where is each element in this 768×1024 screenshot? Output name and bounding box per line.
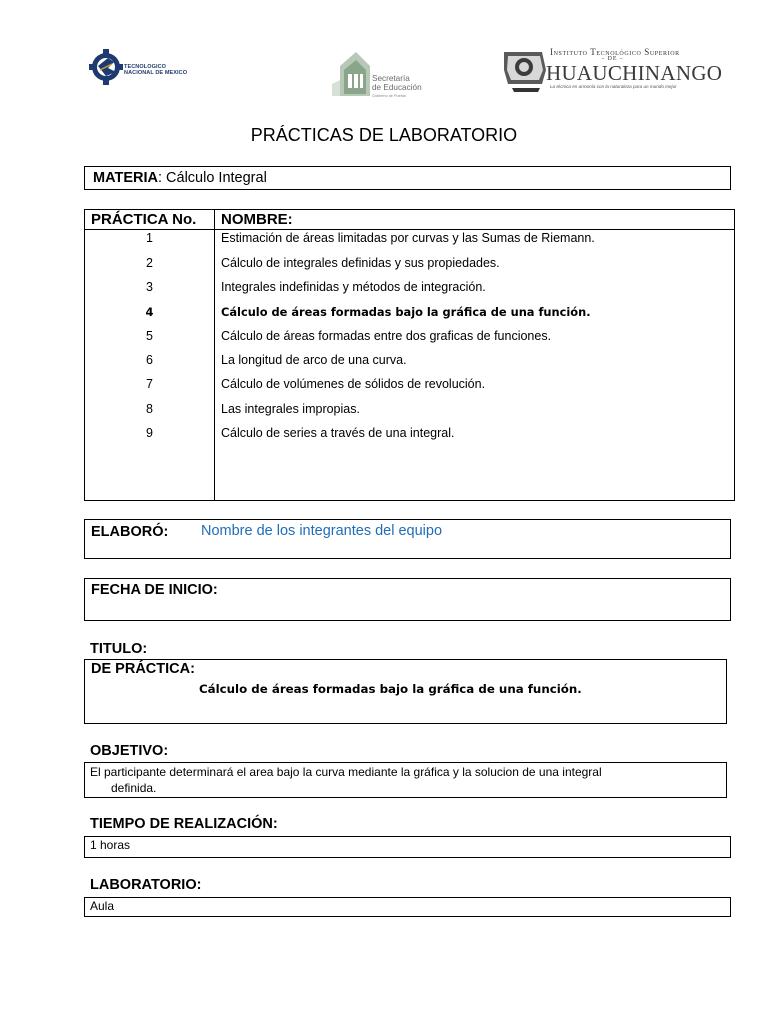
table-row-number: 7: [146, 377, 153, 391]
sep-line1: Secretaría: [372, 74, 410, 83]
materia-box: [84, 166, 731, 190]
table-row-number: 3: [146, 280, 153, 294]
table-row-name-current: Cálculo de áreas formadas bajo la gráfica de una función.: [221, 305, 591, 319]
table-header-divider: [85, 229, 734, 230]
elaboro-value: Nombre de los integrantes del equipo: [201, 523, 443, 539]
its-logo: [502, 44, 723, 94]
its-tagline: La técnica en armonía con la naturaleza para un mundo mejor: [550, 84, 677, 89]
objetivo-text-line2: definida.: [111, 780, 157, 795]
table-row-number: 6: [146, 353, 153, 367]
tecnm-gear-icon: [88, 46, 124, 92]
page-title: PRÁCTICAS DE LABORATORIO: [250, 125, 518, 145]
table-row-name: Cálculo de volúmenes de sólidos de revolución.: [221, 377, 486, 391]
sep-emblem-icon: [330, 44, 374, 98]
titulo-box: [84, 659, 727, 724]
titulo-value: Cálculo de áreas formadas bajo la gráfica de una función.: [199, 682, 582, 696]
table-row-name: Las integrales impropias.: [221, 402, 360, 416]
table-row-name: Cálculo de áreas formadas entre dos graficas de funciones.: [221, 329, 552, 343]
tiempo-value: 1 horas: [90, 838, 131, 852]
tiempo-label: TIEMPO DE REALIZACIÓN:: [90, 816, 278, 832]
its-line3: HUAUCHINANGO: [546, 61, 723, 85]
sep-line2: de Educación: [372, 83, 422, 92]
table-row-number: 9: [146, 426, 153, 440]
table-row-name: Estimación de áreas limitadas por curvas y las Sumas de Riemann.: [221, 231, 595, 245]
elaboro-label: ELABORÓ:: [91, 524, 169, 540]
table-row-number: 8: [146, 402, 153, 416]
column-header-name: NOMBRE:: [221, 211, 293, 228]
laboratorio-value: Aula: [90, 899, 115, 913]
column-header-number: PRÁCTICA No.: [91, 211, 197, 228]
fecha-label: FECHA DE INICIO:: [91, 582, 218, 598]
laboratorio-label: LABORATORIO:: [90, 877, 202, 893]
table-row-number: 5: [146, 329, 153, 343]
practices-table: [84, 209, 735, 501]
objetivo-label: OBJETIVO:: [90, 743, 169, 759]
objetivo-text-line1: El participante determinará el area bajo la curva mediante la gráfica y la solucion de una integral: [90, 765, 602, 779]
table-row-name: La longitud de arco de una curva.: [221, 353, 407, 367]
fecha-box: [84, 578, 731, 621]
elaboro-box: [84, 519, 731, 559]
sep-line3: Gobierno de Puebla: [372, 94, 406, 98]
tecnm-line2: NACIONAL DE MEXICO: [124, 70, 188, 76]
materia-value: : Cálculo Integral: [157, 170, 267, 186]
titulo-label: TITULO:: [90, 641, 148, 657]
table-row-number: 2: [146, 256, 153, 270]
materia-label: MATERIA: [93, 170, 158, 186]
de-practica-label: DE PRÁCTICA:: [91, 661, 195, 677]
table-column-divider: [214, 210, 215, 500]
its-line1: Instituto Tecnológico Superior: [550, 47, 680, 57]
table-row-name: Cálculo de integrales definidas y sus propiedades.: [221, 256, 500, 270]
tiempo-box: [84, 836, 731, 858]
sep-logo: [330, 44, 430, 98]
its-shield-icon: [502, 44, 548, 94]
tecnm-logo: [88, 46, 198, 92]
laboratorio-box: [84, 897, 731, 917]
its-line2: - DE -: [602, 56, 623, 62]
objetivo-box: [84, 762, 727, 798]
tecnm-line1: TECNOLOGICO: [124, 64, 167, 70]
table-row-name: Cálculo de series a través de una integral.: [221, 426, 455, 440]
table-row-number-current: 4: [145, 305, 154, 319]
table-row-number: 1: [146, 231, 153, 245]
table-row-name: Integrales indefinidas y métodos de integración.: [221, 280, 486, 294]
